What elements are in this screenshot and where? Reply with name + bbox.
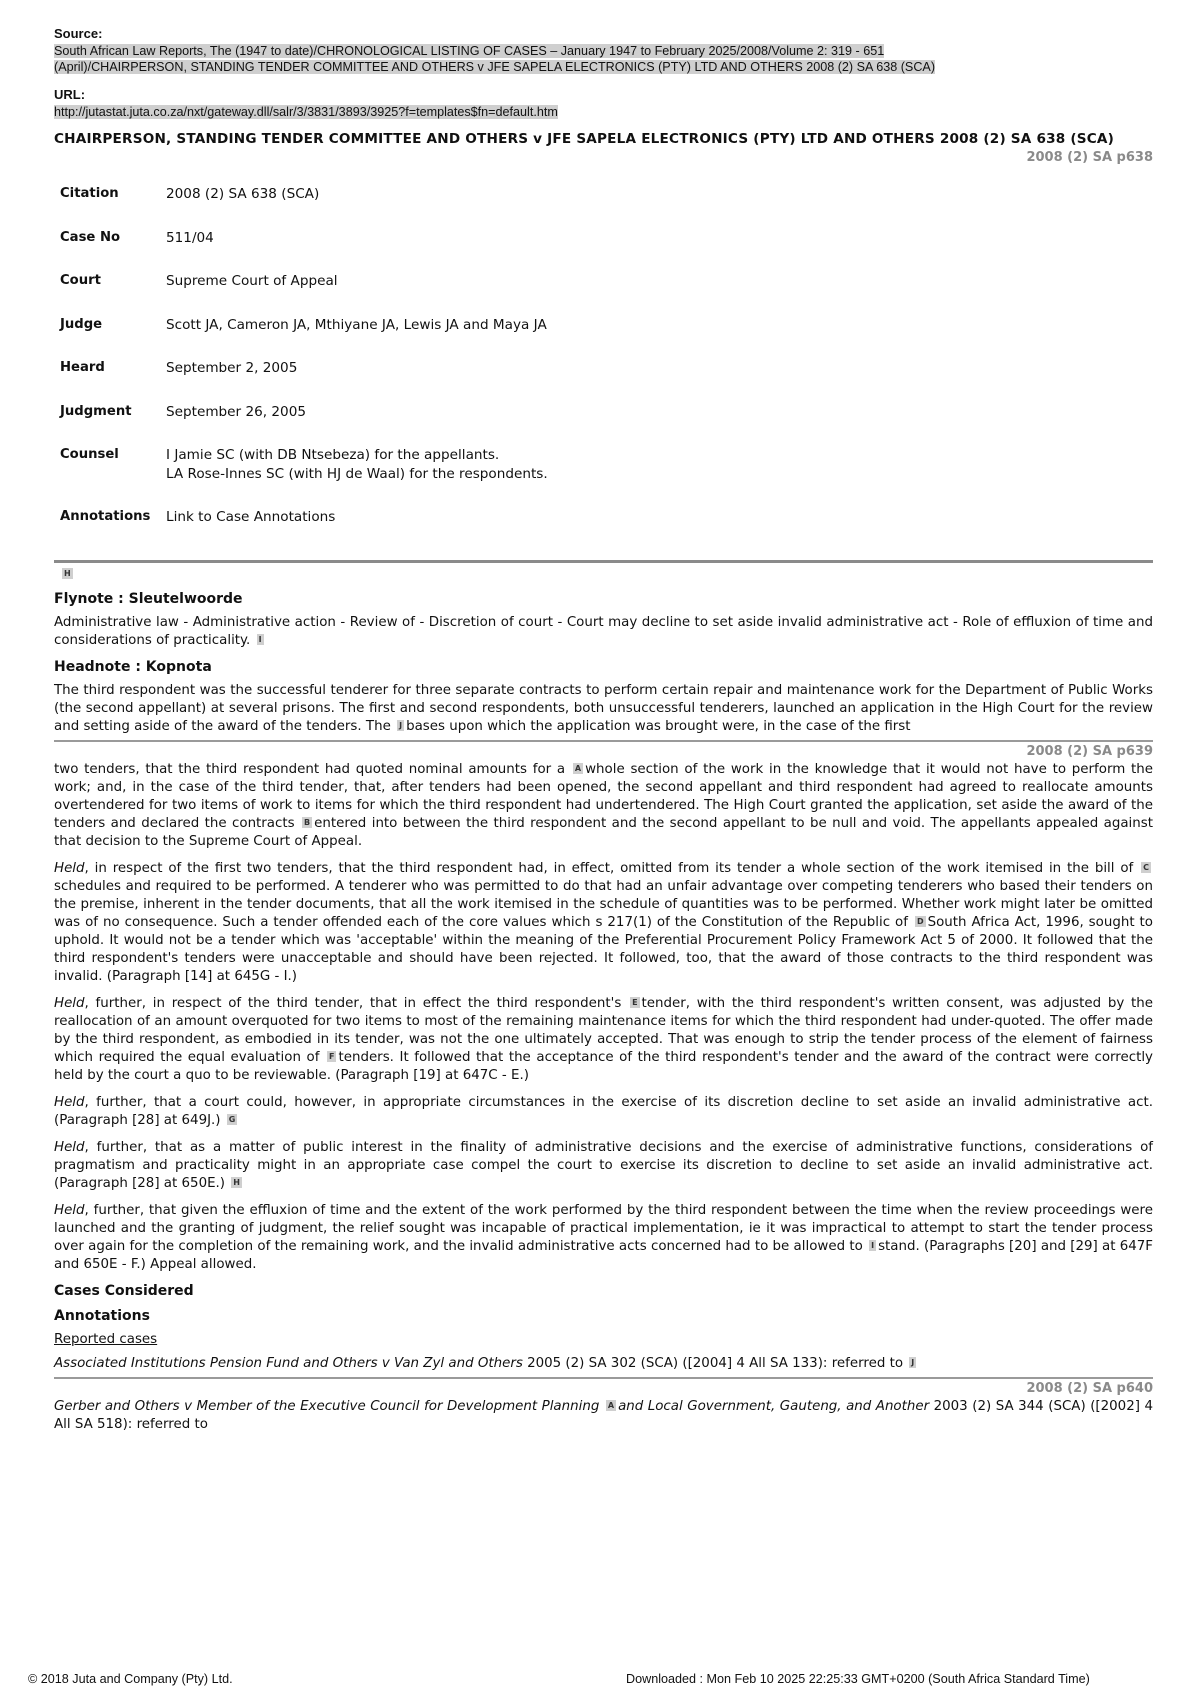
margin-marker: I [871,1241,875,1250]
margin-marker: F [329,1052,335,1061]
margin-marker: G [228,1115,236,1124]
meta-row-citation [60,185,548,229]
cases-considered-heading: Cases Considered [54,1282,194,1299]
margin-marker: J [399,721,403,730]
download-timestamp: Downloaded : Mon Feb 10 2025 22:25:33 GMT+0200 (South Africa Standard Time) [626,1672,1090,1686]
page-divider [54,1377,1153,1379]
margin-marker: D [916,917,924,926]
margin-marker: I [258,635,262,644]
meta-value: Supreme Court of Appeal [166,273,338,289]
meta-key: Judgment [60,403,132,419]
url-label: URL: [54,87,86,102]
meta-key: Judge [60,316,103,332]
margin-marker: H [233,1178,240,1187]
meta-value: 2008 (2) SA 638 (SCA) [166,186,320,202]
case-reference: Gerber and Others v Member of the Executive Council for Development Planning A and Local Government, Gauteng, and Another 2003 (2) SA 344 (SCA) ([2002] 4 All SA 518): referred to [54,1398,1153,1432]
copyright-text: © 2018 Juta and Company (Pty) Ltd. [28,1672,233,1686]
page-footer [28,1672,1188,1686]
case-metadata-table [60,185,548,552]
margin-marker: A [607,1401,615,1410]
page-ref-639: 2008 (2) SA p639 [1026,743,1153,759]
meta-row-judge [60,316,548,360]
meta-row-heard [60,359,548,403]
meta-key: Heard [60,360,105,375]
held-paragraph: Held, further, that a court could, however, in appropriate circumstances in the exercise of its discretion decline to set aside an invalid administrative act. (Paragraph [28] at 649J.) G [54,1094,1153,1128]
meta-value: September 2, 2005 [166,360,298,376]
margin-marker: J [911,1358,915,1367]
meta-key: Annotations [60,509,151,524]
case-title: CHAIRPERSON, STANDING TENDER COMMITTEE AND OTHERS v JFE SAPELA ELECTRONICS (PTY) LTD AND OTHERS 2008 (2) SA 638 (SCA) [54,131,1115,147]
page-ref-638: 2008 (2) SA p638 [1026,150,1153,165]
held-paragraph: Held, further, that given the effluxion of time and the extent of the work performed by the third respondent between the time when the review proceedings were launched and the granting of judgment, the relief sought was incapable of practical implementation, ie it was impractical to attempt to start the tender process over again for the completion of the remaining work, and the invalid administrative acts concerned had to be allowed to I stand. (Paragraphs [20] and [29] at 647F and 650E - F.) Appeal allowed. [54,1202,1154,1272]
annotations-heading: Annotations [54,1307,150,1324]
margin-marker: H [64,569,71,578]
margin-marker: C [1143,863,1149,872]
source-line-1: South African Law Reports, The (1947 to date)/CHRONOLOGICAL LISTING OF CASES – January 1947 to February 2025/2008/Volume 2: 319 - 651 [54,44,885,58]
held-paragraph: Held, further, in respect of the third tender, that in effect the third respondent's E tender, with the third respondent's written consent, was adjusted by the reallocation of an amount overquoted for two items to most of the remaining maintenance items for which the third respondent had under-quoted. The offer made by the third respondent, as embodied in its tender, was not the one ultimately accepted. That was enough to strip the tender process of the element of fairness which required the equal evaluation of F tenders. It followed that the acceptance of the third respondent's tender and the award of the contract were correctly held by the court a quo to be reviewable. (Paragraph [19] at 647C - E.) [54,995,1153,1083]
url-block [54,87,1153,120]
meta-key: Court [60,273,101,288]
flynote-heading: Flynote : Sleutelwoorde [54,590,243,607]
case-reference: Associated Institutions Pension Fund and Others v Van Zyl and Others 2005 (2) SA 302 (SCA) ([2004] 4 All SA 133): referred to J [54,1355,915,1371]
meta-row-judgment [60,403,548,447]
headnote-paragraph: The third respondent was the successful tenderer for three separate contracts to perform certain repair and maintenance work for the Department of Public Works (the second appellant) at several prisons. The first and second respondents, both unsuccessful tenderers, launched an application in the High Court for the review and setting aside of the award of the tenders. The J bases upon which the application was brought were, in the case of the first [54,682,1153,734]
source-path [54,43,1153,75]
headnote-paragraph: two tenders, that the third respondent had quoted nominal amounts for a A whole section of the work in the knowledge that it would not have to perform the work; and, in the case of the third tender, that, after tenders had been opened, the second appellant and third respondent had agreed to reallocate amounts overtendered for two items of work to items for which the third respondent had undertendered. The High Court granted the application, set aside the award of the tenders and declared the contracts B entered into between the third respondent and the second appellant to be null and void. The appellants appealed against that decision to the Supreme Court of Appeal. [54,761,1153,849]
meta-key: Case No [60,229,121,245]
margin-marker: E [632,998,638,1007]
margin-marker: A [574,764,582,773]
source-block [54,26,1153,75]
meta-row-annotations [60,508,548,552]
reported-cases-label: Reported cases [54,1331,158,1347]
meta-row-counsel [60,446,548,508]
section-divider [54,560,1153,563]
source-label: Source: [54,26,103,41]
meta-value: Scott JA, Cameron JA, Mthiyane JA, Lewis JA and Maya JA [166,316,547,333]
held-paragraph: Held, in respect of the first two tenders, that the third respondent had, in effect, omitted from its tender a whole section of the work itemised in the bill of Cschedules and required to be performed. A tenderer who was permitted to do that had an unfair advantage over competing tenderers who based their tenders on the premise, inherent in the tender documents, that all the work itemised in the schedule of quantities was to be performed. Whether work might later be omitted was of no consequence. Such a tender offended each of the core values which s 217(1) of the Constitution of the Republic of D South Africa Act, 1996, sought to uphold. It would not be a tender which was 'acceptable' within the meaning of the Preferential Procurement Policy Framework Act 5 of 2000. It followed that the third respondent's tenders were unacceptable and should have been rejected. It followed, too, that the award of those contracts to the third respondent was invalid. (Paragraph [14] at 645G - I.) [54,860,1153,984]
margin-marker: B [304,818,311,827]
source-line-2: (April)/CHAIRPERSON, STANDING TENDER COMMITTEE AND OTHERS v JFE SAPELA ELECTRONICS (PTY) LTD AND OTHERS 2008 (2) SA 638 (SCA) [54,60,936,74]
meta-row-court [60,272,548,316]
counsel-appellants: I Jamie SC (with DB Ntsebeza) for the appellants. [166,447,500,463]
meta-key: Counsel [60,447,119,462]
url-link[interactable]: http://jutastat.juta.co.za/nxt/gateway.dll/salr/3/3831/3893/3925?f=templates$fn=default.htm [54,105,558,119]
meta-value: 511/04 [166,229,214,246]
meta-key: Citation [60,186,119,201]
headnote-heading: Headnote : Kopnota [54,658,212,675]
case-annotations-link[interactable]: Link to Case Annotations [166,509,336,525]
page-divider [54,740,1153,742]
meta-row-case-no [60,229,548,273]
meta-value [166,446,548,508]
flynote-text: Administrative law - Administrative action - Review of - Discretion of court - Court may decline to set aside invalid administrative act - Role of effluxion of time and considerations of practicality. I [54,614,1153,648]
held-paragraph: Held, further, that as a matter of public interest in the finality of administrative decisions and the exercise of administrative functions, considerations of pragmatism and practicality might in an appropriate case compel the court to exercise its discretion to decline to set aside an invalid administrative act. (Paragraph [28] at 650E.) H [54,1139,1153,1191]
counsel-respondents: LA Rose-Innes SC (with HJ de Waal) for the respondents. [166,465,548,482]
document-page [54,26,1153,1443]
page-ref-640: 2008 (2) SA p640 [1026,1380,1153,1396]
meta-value: September 26, 2005 [166,403,306,420]
